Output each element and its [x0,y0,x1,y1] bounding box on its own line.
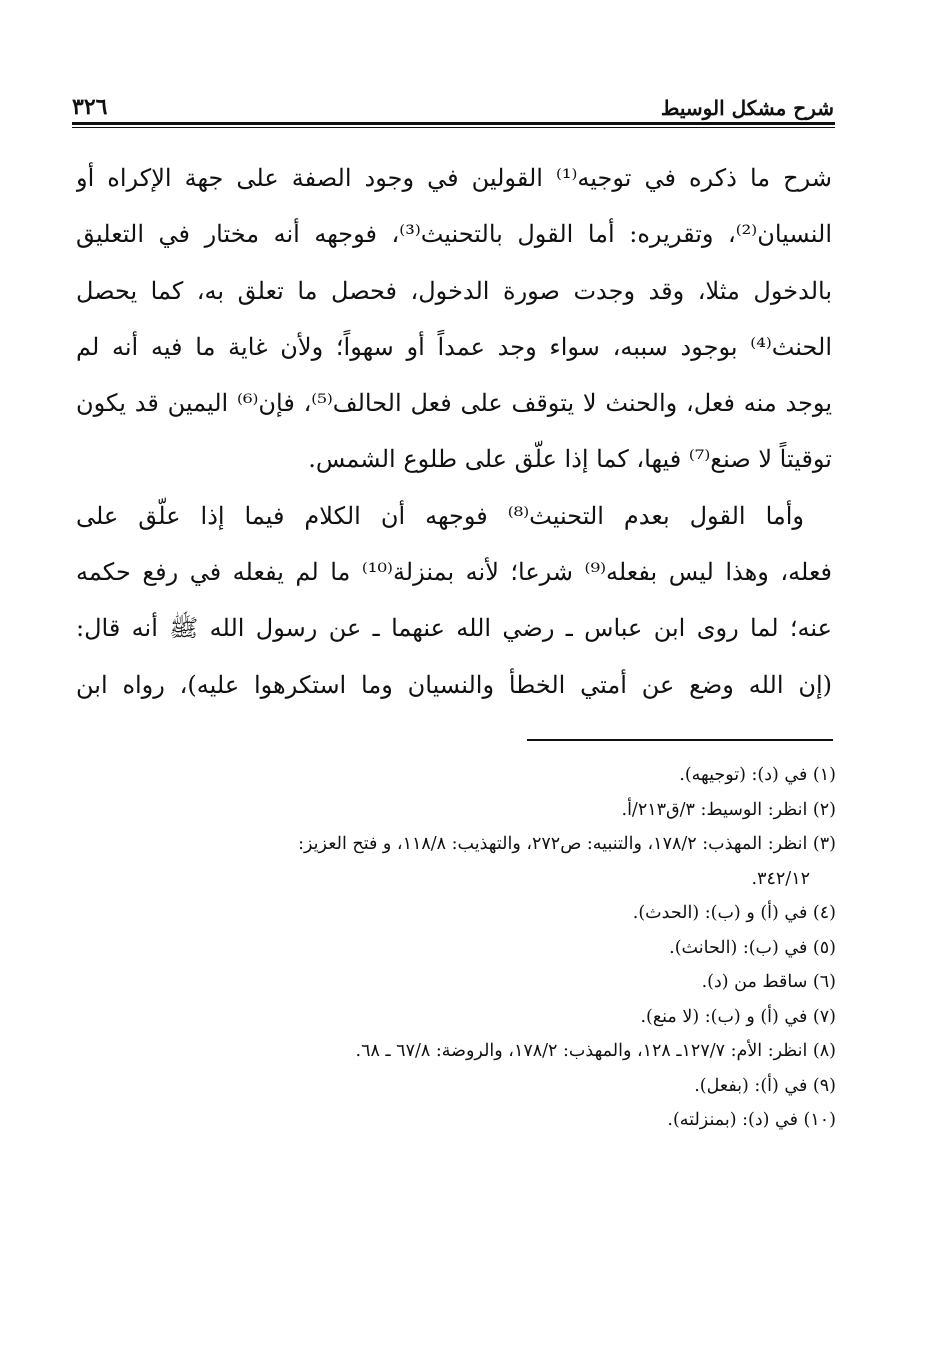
footnote: (٦) ساقط من (د). [701,972,836,992]
body-line: (إن الله وضع عن أمتي الخطأ والنسيان وما استكرهوا عليه)، رواه ابن [76,670,832,699]
body-line: الحنث⁽⁴⁾ بوجود سببه، سواء وجد عمداً أو سهواً؛ ولأن غاية ما فيه أنه لم [76,332,832,361]
body-line: عنه؛ لما روى ابن عباس ـ رضي الله عنهما ـ عن رسول الله ﷺ أنه قال: [76,614,832,643]
footnote: (٢) انظر: الوسيط: ٣/ق٢١٣/أ. [621,799,836,820]
footnote: (٤) في (أ) و (ب): (الحدث). [632,903,836,923]
footnote: (١) في (د): (توجيهه). [679,765,836,785]
footnote: (٨) انظر: الأم: ١٢٧/٧ـ ١٢٨، والمهذب: ١٧٨/٢، والروضة: ٦٧/٨ ـ ٦٨. [355,1041,836,1061]
footnote: (٣) انظر: المهذب: ١٧٨/٢، والتنبيه: ص٢٧٢، والتهذيب: ١١٨/٨، و فتح العزيز: [298,834,836,854]
body-line: توقيتاً لا صنع⁽⁷⁾ فيها، كما إذا علّق على طلوع الشمس. [308,445,832,474]
running-header [72,88,834,120]
body-line: وأما القول بعدم التحنيث⁽⁸⁾ فوجهه أن الكلام فيما إذا علّق على [76,501,804,530]
body-line: يوجد منه فعل، والحنث لا يتوقف على فعل الحالف⁽⁵⁾، فإن⁽⁶⁾ اليمين قد يكون [76,389,832,418]
main-text [76,150,832,713]
footnote: (٥) في (ب): (الحانث). [669,937,836,958]
body-line: بالدخول مثلا، وقد وجدت صورة الدخول، فحصل ما تعلق به، كما يحصل [76,276,832,305]
body-line: شرح ما ذكره في توجيه⁽¹⁾ القولين في وجود الصفة على جهة الإكراه أو [76,164,832,192]
header-rule [72,122,835,125]
footnotes [80,758,836,1138]
footnote: (١٠) في (د): (بمنزلته). [667,1110,836,1130]
footnote-separator [527,739,833,741]
book-title: شرح مشكل الوسيط [660,96,834,120]
footnote-continuation: ٣٤٢/١٢. [751,868,810,889]
footnote: (٧) في (أ) و (ب): (لا منع). [640,1006,836,1027]
header-rule-thin [72,127,835,128]
body-line: فعله، وهذا ليس بفعله⁽⁹⁾ شرعا؛ لأنه بمنزلة⁽¹⁰⁾ ما لم يفعله في رفع حكمه [76,558,832,587]
body-line: النسيان⁽²⁾، وتقريره: أما القول بالتحنيث⁽³⁾، فوجهه أنه مختار في التعليق [76,220,832,249]
footnote: (٩) في (أ): (بفعل). [694,1075,836,1096]
page-number: ٣٢٦ [72,94,108,120]
